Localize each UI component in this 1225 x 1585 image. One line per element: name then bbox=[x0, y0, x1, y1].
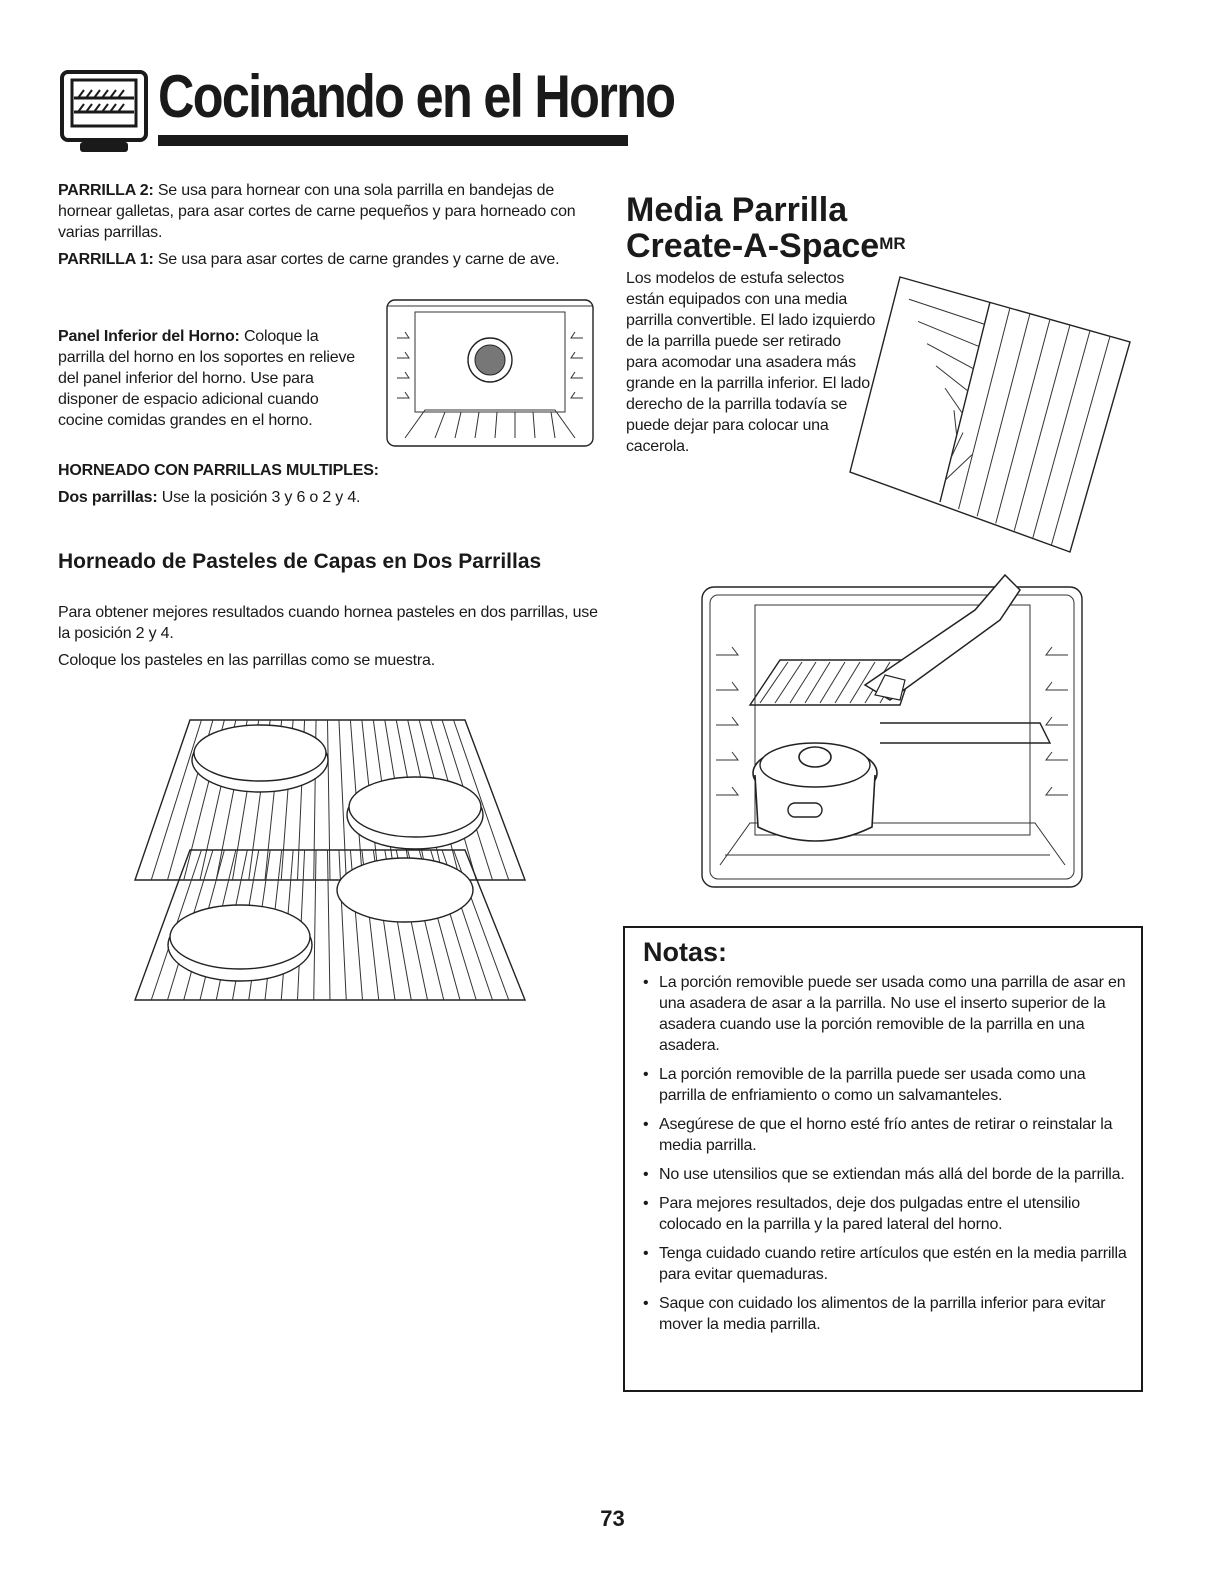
multiple-racks-section bbox=[58, 460, 598, 514]
rack-wire bbox=[339, 720, 346, 880]
half-rack-title-line1: Media Parrilla bbox=[626, 191, 848, 229]
rack-wire bbox=[1014, 325, 1070, 531]
panel-text: Coloque la parrilla del horno en los soportes en relieve del panel inferior del horno. Use para disponer de espacio adicional cuando cocine comidas grandes en el horno. bbox=[58, 328, 355, 429]
notes-item bbox=[641, 1293, 1136, 1335]
two-racks-label: Dos parrillas: bbox=[58, 489, 158, 506]
rack-wire bbox=[936, 366, 968, 391]
rack-wire bbox=[909, 299, 984, 324]
notes-title: Notas: bbox=[643, 937, 728, 967]
cakes-paragraph-2: Coloque los pasteles en las parrillas como se muestra. bbox=[58, 652, 435, 669]
rack-wire bbox=[339, 850, 346, 1000]
notes-item-text: No use utensilios que se extiendan más allá del borde de la parrilla. bbox=[659, 1166, 1125, 1183]
half-rack-title-brand: Create-A-Space bbox=[626, 227, 880, 265]
page-title: Cocinando en el Horno bbox=[158, 63, 675, 130]
rack-wire bbox=[918, 321, 979, 346]
rack-wire bbox=[946, 455, 972, 480]
bullet: • bbox=[643, 1295, 649, 1312]
cakes-text bbox=[58, 602, 598, 677]
oven-icon bbox=[60, 70, 150, 155]
rack1-paragraph bbox=[58, 249, 588, 270]
bullet: • bbox=[643, 1195, 649, 1212]
notes-item bbox=[641, 1193, 1136, 1235]
two-racks-paragraph bbox=[58, 487, 598, 508]
rack-wire bbox=[959, 308, 1010, 509]
two-racks-text: Use la posición 3 y 6 o 2 y 4. bbox=[161, 489, 361, 506]
notes-item bbox=[641, 1114, 1136, 1156]
title-rule bbox=[158, 135, 628, 146]
notes-item-text: La porción removible puede ser usada como una parrilla de asar en una asadera de asar a la parrilla. No use el inserto superior de la asadera cuando use la porción removible de la parrilla en una asadera. bbox=[659, 974, 1126, 1054]
rack-wire bbox=[977, 313, 1030, 516]
bullet: • bbox=[643, 1066, 649, 1083]
rack2-text: Se usa para hornear con una sola parrilla en bandejas de hornear galletas, para asar cortes de carne pequeños y para horneado con varias parrillas. bbox=[58, 182, 576, 241]
notes-item-text: Para mejores resultados, deje dos pulgadas entre el utensilio colocado en la parrilla y la pared lateral del horno. bbox=[659, 1195, 1080, 1233]
notes-item bbox=[641, 1243, 1136, 1285]
rack2-label: PARRILLA 2: bbox=[58, 182, 154, 199]
notes-item bbox=[641, 1164, 1136, 1185]
oven-casserole-illustration bbox=[700, 565, 1085, 890]
cakes-heading: Horneado de Pasteles de Capas en Dos Parrillas bbox=[58, 550, 542, 573]
half-rack-title-line2 bbox=[626, 228, 906, 264]
rack-wire bbox=[996, 319, 1050, 523]
bottom-panel-paragraph bbox=[58, 326, 363, 431]
rack-wire bbox=[945, 388, 962, 413]
cakes-on-racks-illustration bbox=[130, 715, 530, 1005]
panel-label: Panel Inferior del Horno: bbox=[58, 328, 240, 345]
rack1-label: PARRILLA 1: bbox=[58, 251, 154, 268]
notes-item bbox=[641, 1064, 1136, 1106]
rack-wire bbox=[954, 410, 957, 435]
multiple-racks-heading: HORNEADO CON PARRILLAS MULTIPLES: bbox=[58, 462, 379, 479]
notes-item-text: Saque con cuidado los alimentos de la parrilla inferior para evitar mover la media parrilla. bbox=[659, 1295, 1106, 1333]
oven-interior-illustration bbox=[385, 298, 595, 448]
rack-wire bbox=[1033, 331, 1090, 538]
trademark-mark: MR bbox=[879, 234, 906, 253]
page-number: 73 bbox=[600, 1506, 625, 1531]
notes-box bbox=[623, 926, 1143, 1392]
bullet: • bbox=[643, 1166, 649, 1183]
rack-wire bbox=[151, 720, 201, 880]
rack-wire bbox=[927, 344, 973, 369]
notes-item bbox=[641, 972, 1136, 1056]
notes-item-text: Tenga cuidado cuando retire artículos que estén en la media parrilla para evitar quemaduras. bbox=[659, 1245, 1127, 1283]
cakes-paragraph-1: Para obtener mejores resultados cuando hornea pasteles en dos parrillas, use la posición 2 y 4. bbox=[58, 604, 598, 642]
half-rack-text: Los modelos de estufa selectos están equipados con una media parrilla convertible. El lado izquierdo de la parrilla puede ser retirado para acomodar una asadera más grande en la parrilla inferior. El lado derecho de la parrilla todavía se puede dejar para colocar una cacerola. bbox=[626, 270, 876, 455]
notes-item-text: Asegúrese de que el horno esté frío antes de retirar o reinstalar la media parrilla. bbox=[659, 1116, 1113, 1154]
bullet: • bbox=[643, 1116, 649, 1133]
notes-item-text: La porción removible de la parrilla puede ser usada como una parrilla de enfriamiento o como un salvamanteles. bbox=[659, 1066, 1086, 1104]
half-rack-title bbox=[626, 192, 906, 264]
half-rack-illustration bbox=[840, 262, 1150, 557]
rack1-text: Se usa para asar cortes de carne grandes y carne de ave. bbox=[157, 251, 560, 268]
bullet: • bbox=[643, 974, 649, 991]
rack2-paragraph bbox=[58, 180, 588, 243]
bullet: • bbox=[643, 1245, 649, 1262]
notes-list bbox=[641, 972, 1136, 1343]
rack-positions-text bbox=[58, 180, 588, 276]
